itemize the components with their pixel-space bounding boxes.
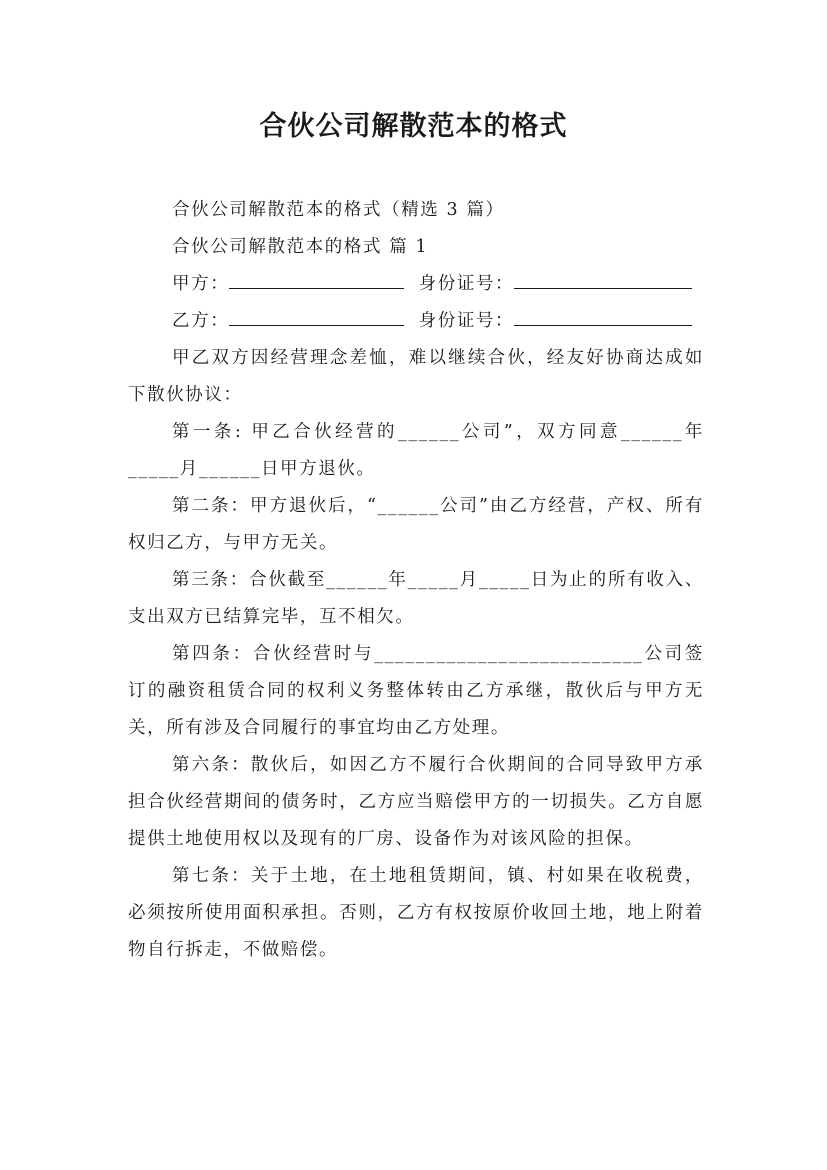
article-6: 第六条：散伙后，如因乙方不履行合伙期间的合同导致甲方承担合伙经营期间的债务时，乙方应当赔偿甲方的一切损失。乙方自愿提供土地使用权以及现有的厂房、设备作为对该风险的担保。 — [128, 755, 704, 849]
party-b-name-blank — [229, 308, 404, 326]
document-body — [128, 192, 704, 969]
party-a-label: 甲方： — [172, 274, 230, 294]
document-subtitle: 合伙公司解散范本的格式（精选 3 篇） — [172, 200, 505, 220]
party-a-name-blank — [229, 271, 404, 289]
party-b-line — [128, 303, 704, 340]
article-7: 第七条：关于土地，在土地租赁期间，镇、村如果在收税费，必须按所使用面积承担。否则，乙方有权按原价收回土地，地上附着物自行拆走，不做赔偿。 — [128, 866, 704, 960]
party-b-id-blank — [514, 308, 692, 326]
party-b-label: 乙方： — [172, 311, 230, 331]
article-1: 第一条: 甲乙合伙经营的______公司”，双方同意______年_____月______日甲方退伙。 — [128, 422, 704, 479]
party-b-id-label: 身份证号： — [418, 311, 515, 331]
party-a-line — [128, 266, 704, 303]
section-heading: 合伙公司解散范本的格式 篇 1 — [172, 237, 429, 257]
article-3: 第三条：合伙截至______年_____月_____日为止的所有收入、支出双方已结算完毕，互不相欠。 — [128, 570, 704, 627]
document-title: 合伙公司解散范本的格式 — [259, 111, 568, 142]
article-4: 第四条：合伙经营时与__________________________公司签订的融资租赁合同的权利义务整体转由乙方承继，散伙后与甲方无关，所有涉及合同履行的事宜均由乙方处理。 — [128, 644, 704, 738]
party-a-id-blank — [514, 271, 692, 289]
intro-paragraph: 甲乙双方因经营理念差恤，难以继续合伙，经友好协商达成如下散伙协议： — [128, 348, 704, 405]
article-2: 第二条：甲方退伙后，“______公司”由乙方经营，产权、所有权归乙方，与甲方无关。 — [128, 496, 704, 553]
party-a-id-label: 身份证号： — [418, 274, 515, 294]
